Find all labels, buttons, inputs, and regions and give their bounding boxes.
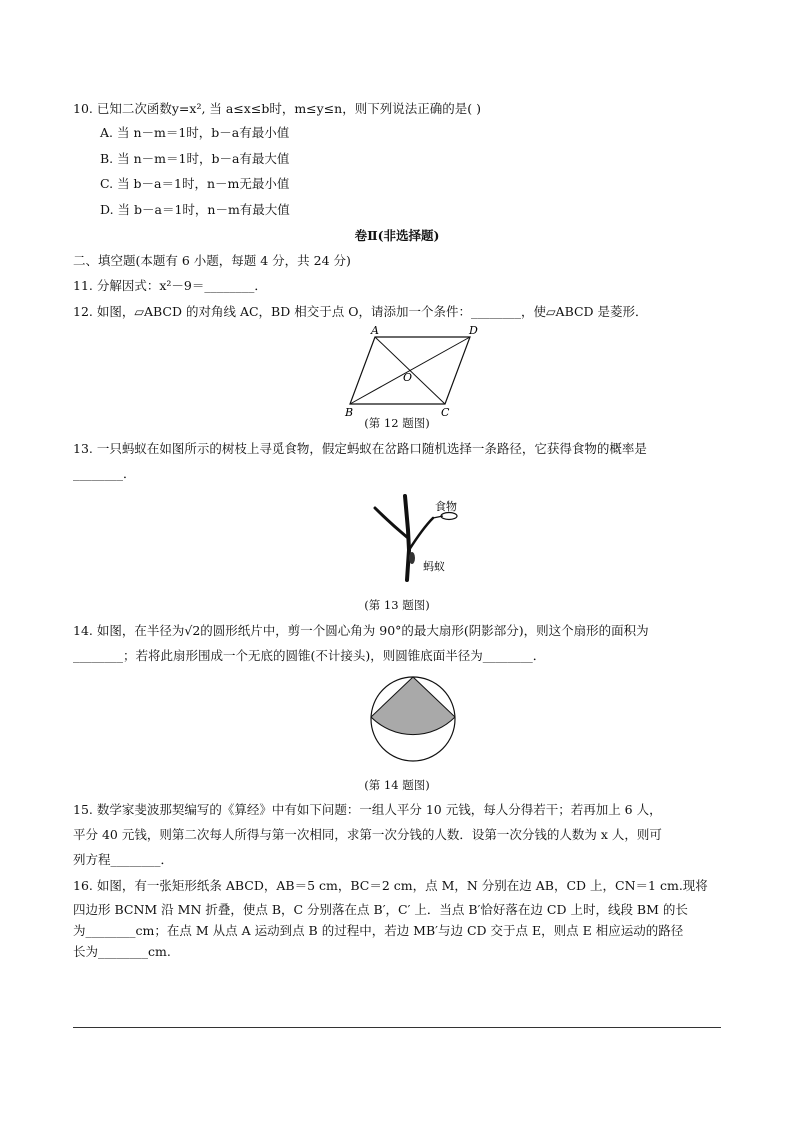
shaded-sector	[371, 677, 455, 735]
q15-line3: 列方程________．	[73, 852, 174, 867]
section-title: 卷Ⅱ(非选择题)	[354, 228, 440, 243]
q12-caption: (第 12 题图)	[364, 416, 430, 430]
footer-divider	[73, 1027, 721, 1028]
q13-tree-branch-figure	[365, 488, 475, 588]
part2-title: 二、填空题(本题有 6 小题，每题 4 分，共 24 分)	[73, 253, 351, 268]
q16-line2: 四边形 BCNM 沿 MN 折叠，使点 B，C 分别落在点 B′，C′ 上．当点 B′恰好落在边 CD 上时，线段 BM 的长	[73, 902, 688, 917]
q14-caption: (第 14 题图)	[364, 778, 430, 792]
q16-line3: 为________cm；在点 M 从点 A 运动到点 B 的过程中，若边 MB′与边 CD 交于点 E，则点 E 相应运动的路径	[73, 923, 684, 938]
q10-stem: 10. 已知二次函数y=x², 当 a≤x≤b时，m≤y≤n，则下列说法正确的是( )	[73, 101, 481, 116]
label-c: C	[441, 406, 450, 419]
q13-line2: ________．	[73, 466, 136, 481]
q10-option-a: A. 当 n－m＝1时，b－a有最小值	[100, 125, 290, 140]
ant-icon	[409, 552, 415, 564]
food-leaf-icon	[441, 513, 457, 520]
q15-line1: 15. 数学家斐波那契编写的《算经》中有如下问题：一组人平分 10 元钱，每人分得若干；若再加上 6 人，	[73, 802, 662, 817]
q10-option-c: C. 当 b－a＝1时，n－m无最小值	[100, 176, 290, 191]
q14-line1: 14. 如图，在半径为√2的圆形纸片中，剪一个圆心角为 90°的最大扇形(阴影部分)，则这个扇形的面积为	[73, 623, 649, 638]
q12-text: 12. 如图，▱ABCD 的对角线 AC，BD 相交于点 O，请添加一个条件：________，使▱ABCD 是菱形．	[73, 304, 648, 319]
label-b: B	[345, 406, 354, 419]
q14-circle-sector-figure	[365, 673, 461, 769]
left-branch	[375, 508, 408, 538]
q16-line1: 16. 如图，有一张矩形纸条 ABCD，AB＝5 cm，BC＝2 cm，点 M，N 分别在边 AB，CD 上，CN＝1 cm.现将	[73, 878, 708, 893]
q14-line2: ________；若将此扇形围成一个无底的圆锥(不计接头)，则圆锥底面半径为________．	[73, 648, 546, 663]
q11-text: 11. 分解因式：x²－9＝________．	[73, 278, 267, 293]
q10-option-d: D. 当 b－a＝1时，n－m有最大值	[100, 202, 290, 217]
q13-line1: 13. 一只蚂蚁在如图所示的树枝上寻觅食物，假定蚂蚁在岔路口随机选择一条路径，它获得食物的概率是	[73, 441, 647, 456]
q13-caption: (第 13 题图)	[364, 598, 430, 612]
label-d: D	[469, 324, 478, 337]
ant-label: 蚂蚁	[423, 560, 445, 573]
q10-option-b: B. 当 n－m＝1时，b－a有最大值	[100, 151, 290, 166]
label-o: O	[403, 371, 413, 384]
q12-parallelogram-figure	[335, 322, 485, 419]
q16-line4: 长为________cm.	[73, 944, 171, 959]
right-branch	[409, 518, 433, 550]
q15-line2: 平分 40 元钱，则第二次每人所得与第一次相同，求第一次分钱的人数．设第一次分钱的人数为 x 人，则可	[73, 827, 662, 842]
food-label: 食物	[435, 500, 457, 513]
label-a: A	[371, 324, 379, 337]
